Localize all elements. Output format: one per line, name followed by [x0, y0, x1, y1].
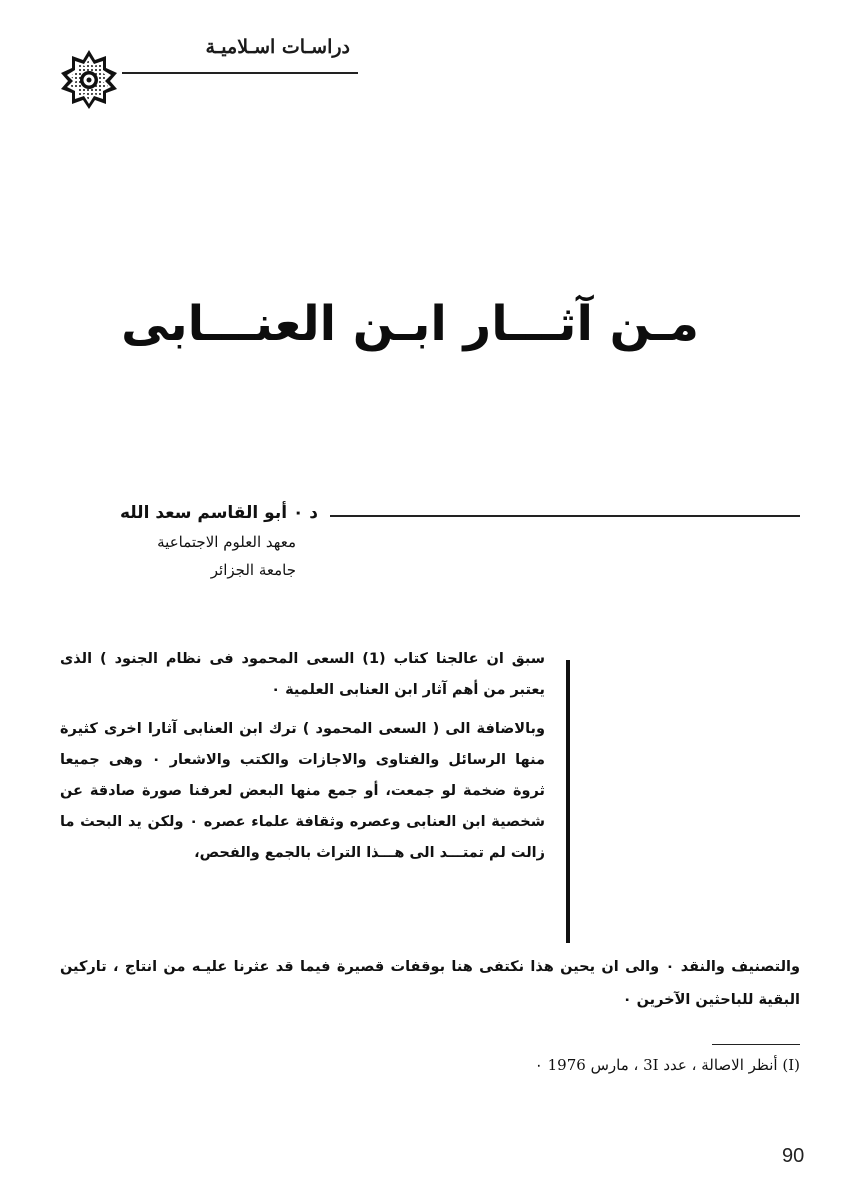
author-block [40, 498, 318, 584]
body-paragraph: وبالاضافة الى ( السعى المحمود ) ترك ابن العنابى آثارا اخرى كثيرة منها الرسائل والفتاوى والاجازات والكتب والاشعار ٠ وهى جميعا ثروة ضخمة لو جمعت، أو جمع منها البعض لعرفنا صورة صادقة عن شخصية ابن العنابى وعصره وثقافة علماء عصره ٠ ولكن يد البحث ما زالت لم تمتـــد الى هـــذا التراث بالجمع والفحص، [60, 721, 546, 861]
body-margin-bar [566, 660, 570, 943]
body-paragraph: سبق ان عالجنا كتاب (1) السعى المحمود فى نظام الجنود ) الذى يعتبر من أهم آثار ابن العنابى العلمية ٠ [60, 651, 546, 698]
footnote-rule [712, 1044, 800, 1045]
author-institute: معهد العلوم الاجتماعية [157, 533, 296, 551]
author-divider [330, 515, 800, 517]
author-name: د ٠ أبو القاسم سعد الله [119, 503, 318, 523]
body-text-indented [60, 644, 545, 877]
article-title: مـن آثـــار ابـن العنـــابى [121, 296, 699, 352]
arabesque-ornament-icon [58, 48, 120, 110]
body-text-full [60, 951, 800, 1025]
header-rule [122, 72, 358, 74]
body-paragraph: والتصنيف والنقد ٠ والى ان يحين هذا نكتفى هنا بوقفات قصيرة فيما قد عثرنا عليـه من انتاج ، تاركين البقية للباحثين الآخرين ٠ [60, 959, 800, 1008]
footnote: (I) أنظر الاصالة ، عدد 3I ، مارس 1976 ٠ [534, 1056, 800, 1074]
page-number: 90 [782, 1145, 805, 1167]
section-label: دراسـات اسـلاميـة [205, 36, 350, 58]
author-university: جامعة الجزائر [210, 561, 296, 579]
